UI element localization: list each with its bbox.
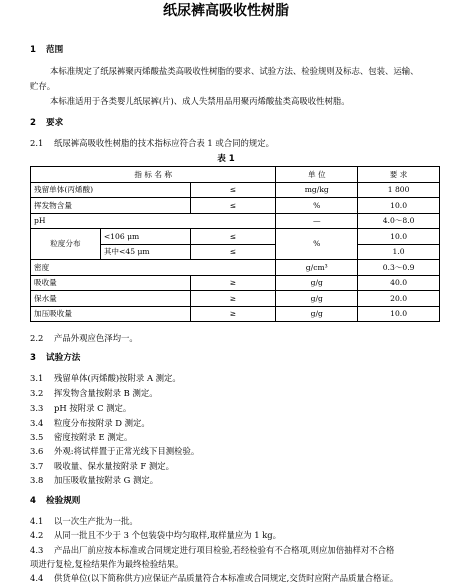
row-unit: g/g — [276, 275, 358, 291]
row-name: 粒度分布 — [31, 229, 101, 260]
clause-number: 4.4 — [30, 573, 44, 583]
col-header-unit: 单 位 — [276, 167, 358, 183]
table-caption: 表 1 — [217, 154, 235, 164]
row-value: 1.0 — [358, 244, 440, 260]
clause-text: 粒度分布按附录 D 测定。 — [54, 418, 150, 428]
row-value: 1 800 — [358, 182, 440, 198]
clause-4-1 — [30, 516, 440, 527]
clause-text: 外观:将试样置于正常光线下目测检验。 — [54, 446, 200, 456]
clause-text: 供货单位(以下简称供方)应保证产品质量符合本标准或合同规定,交货时应附产品质量合格证。 — [54, 573, 399, 583]
clause-text: 从同一批且不少于 3 个包装袋中均匀取样,取样量应为 1 kg。 — [54, 530, 282, 540]
clause-number: 3.4 — [30, 418, 44, 428]
row-value: 0.3～0.9 — [358, 260, 440, 276]
table-row — [31, 229, 440, 245]
row-unit: % — [276, 229, 358, 260]
scope-paragraph-2 — [30, 96, 452, 107]
clause-number: 3.8 — [30, 475, 44, 485]
clause-number: 2.1 — [30, 138, 44, 148]
clause-3-4 — [30, 418, 440, 429]
clause-2-2 — [30, 333, 440, 344]
clause-3-2 — [30, 388, 440, 399]
clause-number: 2.2 — [30, 333, 44, 343]
section-number: 1 — [30, 45, 36, 55]
section-title: 试验方法 — [46, 353, 81, 363]
clause-text: 加压吸收量按附录 G 测定。 — [54, 475, 159, 485]
clause-text: 残留单体(丙烯酸)按附录 A 测定。 — [54, 373, 181, 383]
row-value: 10.0 — [358, 198, 440, 214]
table-row — [31, 213, 440, 229]
clause-4-4 — [30, 573, 440, 584]
row-name: 加压吸收量 — [31, 306, 191, 322]
row-value: 20.0 — [358, 291, 440, 307]
clause-text: 以一次生产批为一批。 — [54, 516, 138, 526]
row-unit: g/g — [276, 306, 358, 322]
clause-4-3-cont — [30, 559, 440, 570]
clause-number: 3.3 — [30, 403, 44, 413]
table-row — [31, 182, 440, 198]
row-name: pH — [31, 213, 276, 229]
row-unit: — — [276, 213, 358, 229]
col-header-requirement: 要 求 — [358, 167, 440, 183]
clause-number: 3.5 — [30, 432, 44, 442]
row-operator: ≤ — [190, 182, 276, 198]
clause-3-6 — [30, 446, 440, 457]
clause-number: 4.1 — [30, 516, 44, 526]
row-unit: mg/kg — [276, 182, 358, 198]
clause-number: 3.6 — [30, 446, 44, 456]
row-unit: g/cm³ — [276, 260, 358, 276]
row-unit: g/g — [276, 291, 358, 307]
row-operator: ≤ — [190, 244, 276, 260]
row-operator: ≤ — [190, 198, 276, 214]
table-row — [31, 291, 440, 307]
row-name: 吸收量 — [31, 275, 191, 291]
row-value: 40.0 — [358, 275, 440, 291]
clause-text: 密度按附录 E 测定。 — [54, 432, 133, 442]
row-operator: ≥ — [190, 306, 276, 322]
section-4-heading — [30, 496, 80, 507]
section-number: 2 — [30, 118, 36, 128]
row-name: 保水量 — [31, 291, 191, 307]
row-operator: ≥ — [190, 291, 276, 307]
table-row — [31, 275, 440, 291]
table-header-row — [31, 167, 440, 183]
section-title: 检验规则 — [46, 496, 81, 506]
table-row — [31, 306, 440, 322]
row-value: 4.0～8.0 — [358, 213, 440, 229]
clause-text: 产品出厂前应按本标准或合同规定进行项目检验,若经检验有不合格项,则应加倍抽样对不合格 — [54, 545, 395, 555]
clause-number: 3.1 — [30, 373, 44, 383]
clause-3-7 — [30, 461, 440, 472]
section-1-heading — [30, 45, 63, 56]
clause-4-2 — [30, 530, 440, 541]
clause-3-1 — [30, 373, 440, 384]
clause-3-8 — [30, 475, 440, 486]
clause-number: 3.2 — [30, 388, 44, 398]
clause-text: 吸收量、保水量按附录 F 测定。 — [54, 461, 175, 471]
section-number: 4 — [30, 496, 36, 506]
clause-text: 产品外观应色泽均一。 — [54, 333, 138, 343]
paragraph-text: 本标准适用于各类婴儿纸尿裤(片)、成人失禁用品用聚丙烯酸盐类高吸收性树脂。 — [50, 96, 350, 106]
clause-text: 项进行复检,复检结果作为最终检验结果。 — [30, 559, 184, 569]
document-title: 纸尿裤高吸收性树脂 — [163, 3, 289, 19]
row-unit: % — [276, 198, 358, 214]
scope-paragraph-1-cont — [30, 81, 440, 92]
clause-3-3 — [30, 403, 440, 414]
clause-4-3 — [30, 545, 440, 556]
row-operator: ≥ — [190, 275, 276, 291]
clause-2-1 — [30, 138, 440, 149]
clause-number: 4.2 — [30, 530, 44, 540]
clause-number: 4.3 — [30, 545, 44, 555]
section-title: 范围 — [46, 45, 64, 55]
section-title: 要求 — [46, 118, 64, 128]
table-row — [31, 198, 440, 214]
clause-text: 挥发物含量按附录 B 测定。 — [54, 388, 158, 398]
clause-text: 纸尿裤高吸收性树脂的技术指标应符合表 1 或合同的规定。 — [54, 138, 275, 148]
clause-3-5 — [30, 432, 440, 443]
table-row — [31, 260, 440, 276]
section-3-heading — [30, 353, 80, 364]
paragraph-text: 本标准规定了纸尿裤聚丙烯酸盐类高吸收性树脂的要求、试验方法、检验规则及标志、包装、运输、 — [50, 66, 419, 76]
row-subname: 其中<45 μm — [100, 244, 190, 260]
section-2-heading — [30, 118, 63, 129]
spec-table — [30, 166, 440, 322]
row-value: 10.0 — [358, 306, 440, 322]
clause-number: 3.7 — [30, 461, 44, 471]
row-name: 挥发物含量 — [31, 198, 191, 214]
scope-paragraph-1 — [30, 66, 452, 77]
row-name: 密度 — [31, 260, 276, 276]
row-name: 残留单体(丙烯酸) — [31, 182, 191, 198]
section-number: 3 — [30, 353, 36, 363]
row-value: 10.0 — [358, 229, 440, 245]
clause-text: pH 按附录 C 测定。 — [54, 403, 132, 413]
paragraph-text: 贮存。 — [30, 81, 56, 91]
col-header-name: 指 标 名 称 — [31, 167, 276, 183]
row-operator: ≤ — [190, 229, 276, 245]
row-subname: <106 μm — [100, 229, 190, 245]
